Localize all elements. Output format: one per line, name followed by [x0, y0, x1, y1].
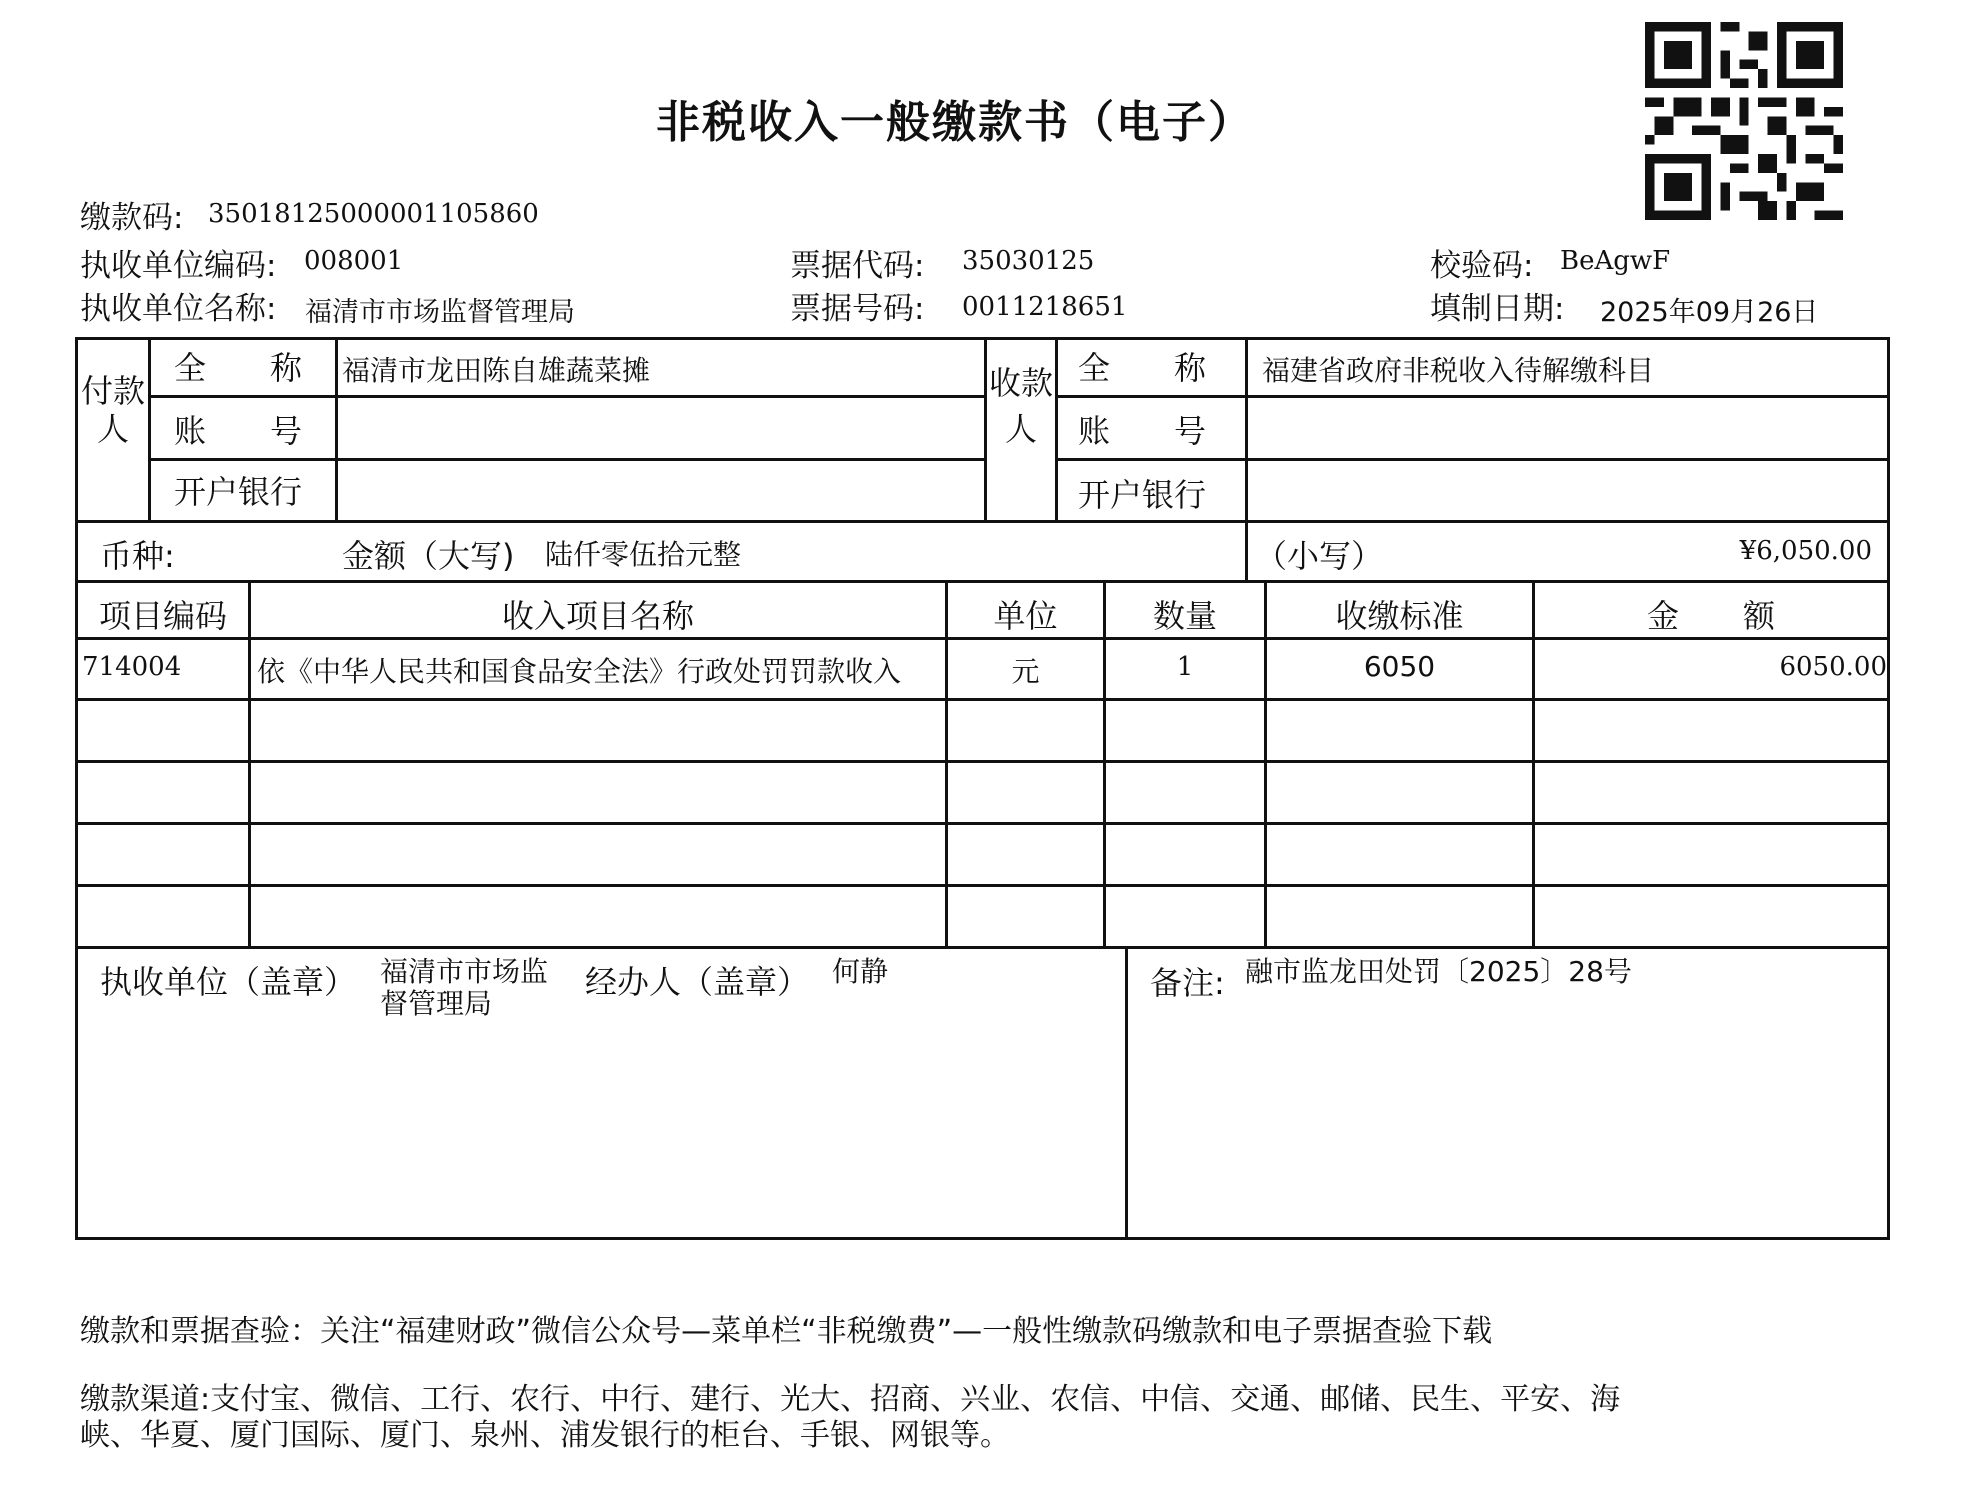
- item-code: 714004: [82, 652, 182, 682]
- payment-code: 35018125000001105860: [208, 199, 539, 229]
- document-title: 非税收入一般缴款书（电子）: [656, 97, 1254, 148]
- item-name: 依《中华人民共和国食品安全法》行政处罚罚款收入: [257, 655, 902, 688]
- handler-label: 经办人（盖章）: [585, 963, 810, 1001]
- qr-code-icon: [1645, 22, 1843, 220]
- divider: [75, 580, 1890, 583]
- payer-account-label: 账 号: [174, 412, 303, 450]
- divider: [75, 884, 1890, 887]
- divider: [1245, 337, 1248, 583]
- payment-code-label: 缴款码:: [80, 200, 184, 236]
- payee-account-label: 账 号: [1078, 412, 1207, 450]
- verify-instructions: 缴款和票据查验：关注“福建财政”微信公众号—菜单栏“非税缴费”—一般性缴款码缴款和电子票据查验下载: [80, 1314, 1493, 1349]
- divider: [1055, 395, 1890, 398]
- amount-lower: ¥6,050.00: [1739, 536, 1872, 566]
- divider: [75, 946, 1890, 949]
- item-header-standard: 收缴标准: [1335, 597, 1464, 635]
- collecting-unit-name-line1: 福清市市场监: [380, 955, 549, 988]
- bill-number-label: 票据号码:: [790, 291, 925, 327]
- divider: [148, 337, 151, 523]
- amount-upper-label: 金额（大写): [342, 537, 515, 575]
- payment-channels-line2: 峡、华夏、厦门国际、厦门、泉州、浦发银行的柜台、手银、网银等。: [80, 1418, 1010, 1453]
- bill-code-label: 票据代码:: [790, 248, 925, 284]
- item-unit: 元: [1011, 655, 1040, 688]
- item-amount: 6050.00: [1779, 652, 1887, 682]
- payer-name: 福清市龙田陈自雄蔬菜摊: [342, 354, 651, 387]
- bill-number: 0011218651: [962, 292, 1128, 322]
- item-standard: 6050: [1363, 650, 1436, 683]
- unit-code: 008001: [304, 246, 404, 276]
- payment-channels-line1: 缴款渠道:支付宝、微信、工行、农行、中行、建行、光大、招商、兴业、农信、中信、交通、邮储、民生、平安、海: [80, 1382, 1621, 1417]
- item-header-code: 项目编码: [98, 597, 227, 635]
- amount-upper: 陆仟零伍拾元整: [545, 538, 742, 571]
- payer-name-label: 全 称: [174, 349, 303, 387]
- check-code: BeAgwF: [1560, 246, 1671, 276]
- unit-name-label: 执收单位名称:: [80, 291, 277, 327]
- remark-text: 融市监龙田处罚〔2025〕28号: [1245, 955, 1632, 988]
- item-header-amount: 金 额: [1646, 597, 1775, 635]
- divider: [75, 637, 1890, 640]
- divider: [75, 760, 1890, 763]
- remark-label: 备注:: [1150, 964, 1225, 1002]
- payee-section-label: 收款人: [988, 364, 1053, 448]
- payee-name: 福建省政府非税收入待解缴科目: [1262, 354, 1655, 387]
- handler-name: 何静: [832, 955, 889, 988]
- item-header-quantity: 数量: [1152, 597, 1217, 635]
- payee-bank-label: 开户银行: [1078, 476, 1207, 514]
- currency-label: 币种:: [100, 537, 175, 575]
- item-header-name: 收入项目名称: [501, 597, 694, 635]
- divider: [1055, 337, 1058, 523]
- divider: [75, 520, 1890, 523]
- bill-code: 35030125: [962, 246, 1095, 276]
- divider: [1125, 946, 1128, 1240]
- item-quantity: 1: [1176, 652, 1194, 682]
- divider: [335, 337, 338, 523]
- collecting-unit-label: 执收单位（盖章）: [100, 963, 357, 1001]
- collecting-unit-name-line2: 督管理局: [380, 987, 493, 1020]
- fill-date-label: 填制日期:: [1430, 291, 1565, 327]
- fill-date: 2025年09月26日: [1600, 297, 1819, 328]
- item-header-unit: 单位: [993, 597, 1058, 635]
- payee-name-label: 全 称: [1078, 349, 1207, 387]
- payer-bank-label: 开户银行: [174, 473, 303, 511]
- divider: [148, 395, 986, 398]
- unit-code-label: 执收单位编码:: [80, 248, 277, 284]
- divider: [1055, 458, 1890, 461]
- check-code-label: 校验码:: [1430, 248, 1534, 284]
- divider: [148, 458, 986, 461]
- payer-section-label: 付款人: [80, 372, 145, 448]
- payment-table: [75, 337, 1890, 1240]
- divider: [75, 698, 1890, 701]
- unit-name: 福清市市场监督管理局: [305, 297, 575, 328]
- divider: [75, 822, 1890, 825]
- amount-lower-label: （小写）: [1255, 537, 1384, 575]
